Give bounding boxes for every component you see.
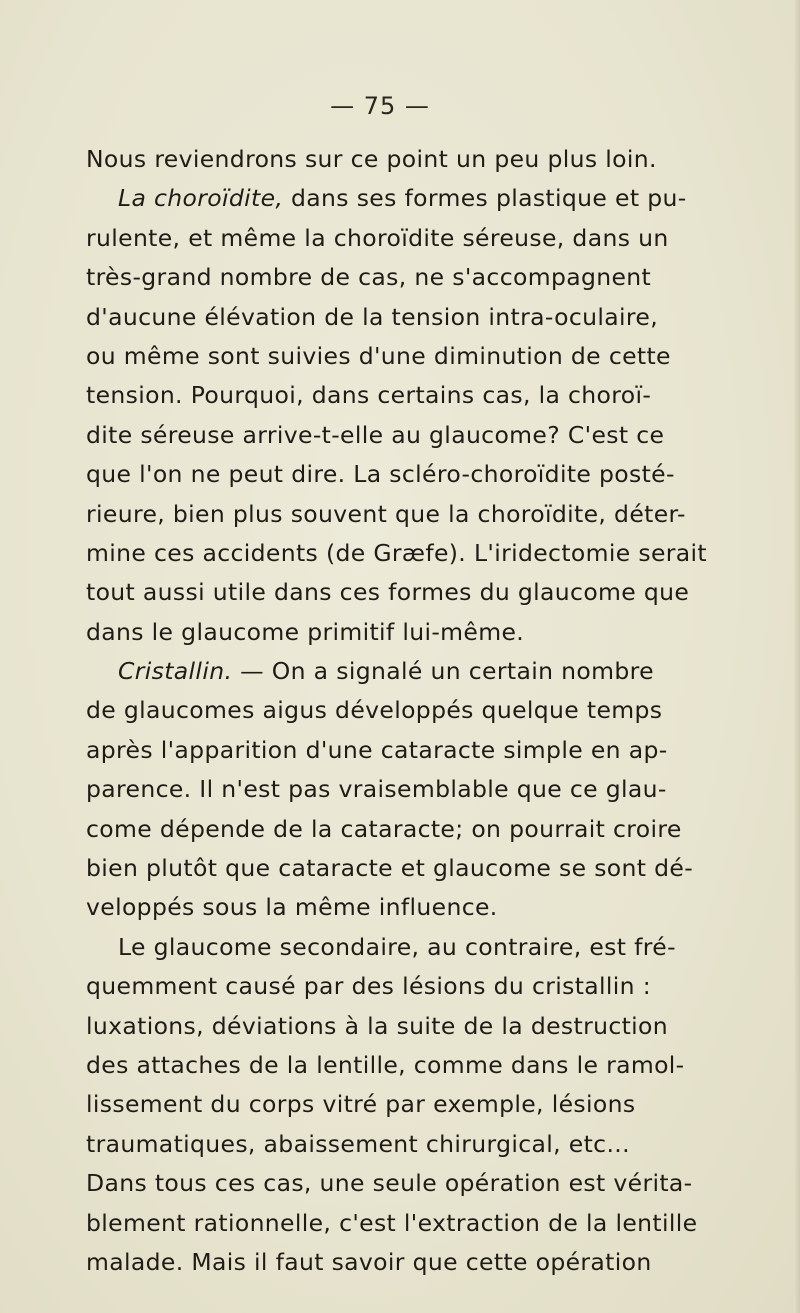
text-line: lissement du corps vitré par exemple, lésions [86,1090,636,1119]
text-line: rieure, bien plus souvent que la choroïdite, déter- [86,499,686,528]
text-line: luxations, déviations à la suite de la destruction [86,1011,669,1040]
text-line: rulente, et même la choroïdite séreuse, dans un [86,223,669,252]
text-line: Dans tous ces cas, une seule opération est vérita- [86,1169,693,1198]
page-text [86,140,776,1282]
text-span: — On a signalé un certain nombre [232,657,654,686]
text-line: quemment causé par des lésions du cristallin : [86,972,651,1001]
text-line: d'aucune élévation de la tension intra-oculaire, [86,302,659,331]
text-line: tout aussi utile dans ces formes du glaucome que [86,578,690,607]
text-line: dite séreuse arrive-t-elle au glaucome? C'est ce [86,420,665,449]
page-edge-shadow [794,0,800,1313]
text-line: après l'apparition d'une cataracte simple en ap- [86,735,668,764]
term-cristallin: Cristallin. [118,657,233,686]
text-line: traumatiques, abaissement chirurgical, etc... [86,1129,630,1158]
term-choroidite: La choroïdite, [118,184,284,213]
text-line [86,179,776,218]
text-line: que l'on ne peut dire. La scléro-choroïdite posté- [86,460,675,489]
text-line: très-grand nombre de cas, ne s'accompagnent [86,263,652,292]
text-line: de glaucomes aigus développés quelque temps [86,696,663,725]
text-span: dans ses formes plastique et pu- [283,184,687,213]
text-line: Nous reviendrons sur ce point un peu plus loin. [86,145,657,173]
text-line: dans le glaucome primitif lui-même. [86,617,525,646]
text-line [86,652,776,691]
text-line: blement rationnelle, c'est l'extraction de la lentille [86,1208,698,1237]
text-line: tension. Pourquoi, dans certains cas, la choroï- [86,381,652,410]
text-line: veloppés sous la même influence. [86,893,498,922]
text-line: ou même sont suivies d'une diminution de cette [86,341,671,370]
text-line: des attaches de la lentille, comme dans le ramol- [86,1050,685,1079]
text-line: parence. Il n'est pas vraisemblable que ce glau- [86,775,667,804]
text-line: malade. Mais il faut savoir que cette opération [86,1247,652,1276]
text-line: bien plutôt que cataracte et glaucome se sont dé- [86,854,694,883]
text-line: Le glaucome secondaire, au contraire, est fré- [118,932,676,961]
page-number: — 75 — [330,92,430,120]
text-line: come dépende de la cataracte; on pourrait croire [86,814,682,843]
text-line: mine ces accidents (de Græfe). L'iridectomie serait [86,538,707,567]
